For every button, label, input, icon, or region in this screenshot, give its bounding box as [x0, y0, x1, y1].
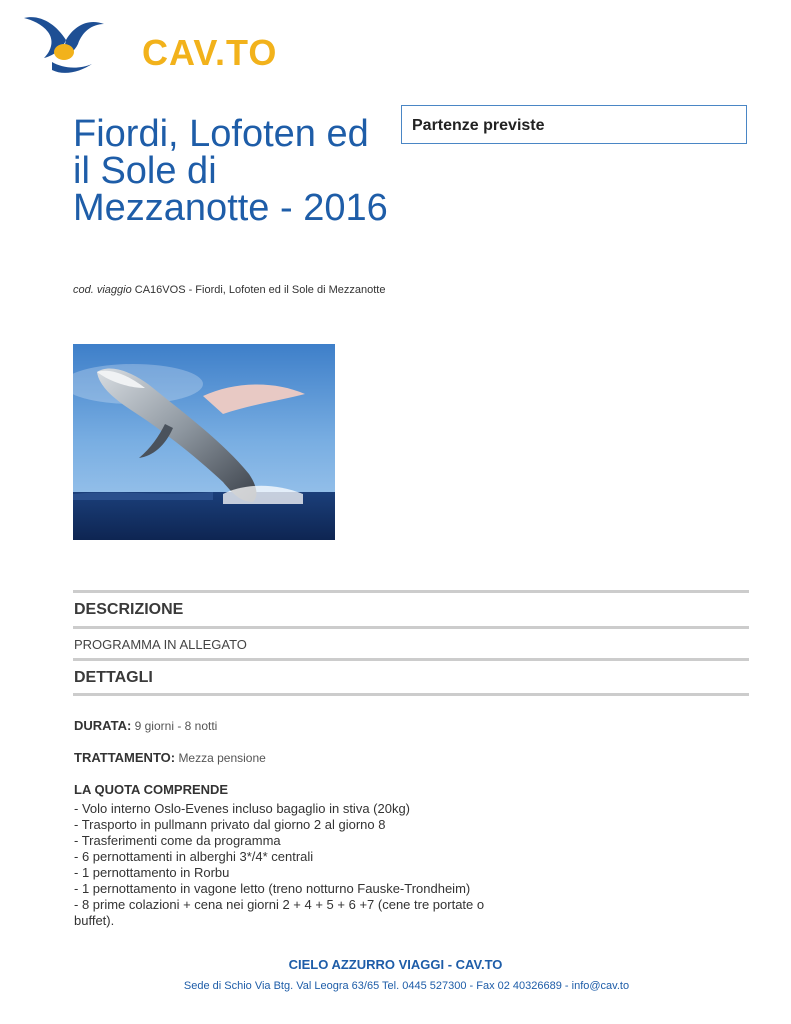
whale-photo — [73, 344, 335, 540]
list-item: - Volo interno Oslo-Evenes incluso bagaglio in stiva (20kg) — [74, 801, 411, 816]
brand-name: CAV.TO — [142, 32, 278, 73]
divider — [73, 693, 749, 696]
details-heading: DETTAGLI — [74, 669, 153, 686]
divider — [73, 626, 749, 629]
divider — [73, 590, 749, 593]
includes-heading: LA QUOTA COMPRENDE — [74, 782, 229, 797]
description-heading: DESCRIZIONE — [74, 601, 184, 618]
list-item: - 8 prime colazioni + cena nei giorni 2 + 4 + 5 + 6 +7 (cene tre portate o buffet). — [74, 897, 485, 928]
list-item: - 1 pernottamento in vagone letto (treno notturno Fauske-Trondheim) — [74, 881, 471, 896]
bird-logo-icon — [22, 10, 112, 80]
list-item: - Trasporto in pullmann privato dal giorno 2 al giorno 8 — [74, 817, 386, 832]
duration-row — [74, 718, 217, 733]
footer-address: Sede di Schio Via Btg. Val Leogra 63/65 Tel. 0445 527300 - Fax 02 40326689 - info@cav.to — [183, 980, 630, 992]
departures-box — [401, 105, 747, 144]
divider — [73, 658, 749, 661]
board-label: TRATTAMENTO: — [74, 750, 176, 765]
footer-company: CIELO AZZURRO VIAGGI - CAV.TO — [288, 957, 503, 972]
trip-code-label: cod. viaggio — [73, 284, 132, 296]
trip-code — [73, 284, 385, 296]
duration-label: DURATA: — [74, 718, 132, 733]
includes-list — [74, 801, 504, 929]
departures-title: Partenze previste — [412, 117, 545, 134]
board-value: Mezza pensione — [178, 751, 266, 765]
list-item: - 1 pernottamento in Rorbu — [74, 865, 230, 880]
board-row — [74, 750, 266, 765]
description-text: PROGRAMMA IN ALLEGATO — [74, 637, 247, 652]
list-item: - 6 pernottamenti in alberghi 3*/4* centrali — [74, 849, 314, 864]
page-title: Fiordi, Lofoten ed il Sole di Mezzanotte - 2016 — [73, 113, 388, 229]
brand-logo[interactable] — [22, 10, 278, 80]
duration-value: 9 giorni - 8 notti — [134, 719, 218, 733]
trip-code-value: CA16VOS - Fiordi, Lofoten ed il Sole di Mezzanotte — [134, 284, 386, 296]
list-item: - Trasferimenti come da programma — [74, 833, 281, 848]
